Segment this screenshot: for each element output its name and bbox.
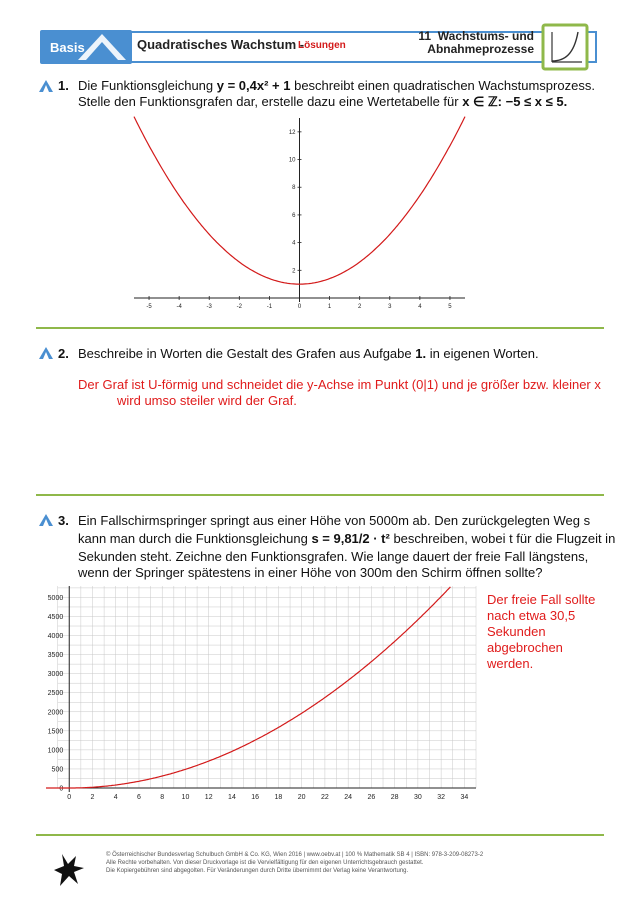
task3-line1: Ein Fallschirmspringer springt aus einer Höhe von 5000m ab. Den zurückgelegten Weg s [78,513,591,528]
task2-answer-line2: wird umso steiler wird der Graf. [117,393,297,408]
task3-line2-pre: kann man durch die Funktionsgleichung [78,531,312,546]
y-tick-label: 10 [288,157,296,164]
y-tick-label: 12 [288,129,296,136]
x-tick-label: -2 [236,304,242,310]
x-tick-label: 16 [251,794,260,801]
task1-line2-pre: Stelle den Funktionsgrafen dar, erstelle dazu eine Wertetabelle für [78,94,463,109]
y-tick-label: 2 [292,268,296,275]
task3-answer-line: Sekunden [487,624,546,639]
x-tick-label: 28 [390,794,399,801]
y-tick-label: 2000 [47,709,64,717]
x-tick-label: 0 [297,304,302,310]
free-fall-chart [36,582,478,806]
difficulty-triangle-icon [38,79,54,93]
y-tick-label: 0 [59,785,64,793]
x-tick-label: -5 [146,304,152,310]
footer-line1: © Österreichischer Bundesverlag Schulbuch GmbH & Co. KG, Wien 2016 | www.oebv.at | 100 % Mathematik SB 4 | ISBN: 978-3-209-08273-2 [106,852,484,858]
task1-line1-post: beschreibt einen quadratischen Wachstumsprozess. [290,78,595,93]
difficulty-triangle-icon [38,513,54,527]
x-tick-label: 2 [90,794,95,801]
y-tick-label: 4 [292,240,296,247]
x-tick-label: 24 [344,794,353,801]
y-tick-label: 500 [51,766,64,774]
separator-3 [36,834,604,836]
task1-domain: x ∈ ℤ: −5 ≤ x ≤ 5. [462,94,568,109]
task3-number: 3. [58,513,69,528]
basis-label: Basis [50,40,85,55]
x-tick-label: -4 [176,304,182,310]
x-tick-label: 4 [113,794,118,801]
x-tick-label: 2 [358,304,362,310]
x-tick-label: 34 [460,794,469,801]
chapter-title [406,30,534,56]
difficulty-triangle-icon [38,346,54,360]
task1-number: 1. [58,78,69,93]
x-tick-label: 8 [160,794,165,801]
y-tick-label: 1000 [47,747,64,755]
x-tick-label: 10 [181,794,190,801]
y-tick-label: 2500 [47,690,64,698]
x-tick-label: 30 [413,794,422,801]
y-tick-label: 4000 [47,633,64,641]
task3-line4: wenn der Springer spätestens in einer Höhe von 300m den Schirm öffnen sollte? [78,565,543,580]
task3-answer-line: abgebrochen [487,640,563,655]
x-tick-label: -1 [266,304,273,310]
y-tick-label: 3000 [47,671,64,679]
x-tick-label: 6 [137,794,141,801]
y-tick-label: 3500 [47,652,64,660]
publisher-logo-icon [52,852,86,888]
x-tick-label: 0 [67,794,72,801]
x-tick-label: 14 [228,794,236,801]
task3-answer-line: werden. [487,656,534,671]
separator-2 [36,494,604,496]
footer-line2: Alle Rechte vorbehalten. Von dieser Druckvorlage ist die Vervielfältigung für den eigenen Unterrichtsgebrauch gestattet. [106,860,424,866]
task2-answer [78,377,618,409]
task3-equation: s = 9,81/2 · t² [311,531,390,546]
chapter-title-line1: Wachstums- und [437,29,534,43]
x-tick-label: 32 [437,794,446,801]
task1-line1-pre: Die Funktionsgleichung [78,78,217,93]
chapter-number: 11 [418,29,432,43]
footer-line3: Die Kopiergebühren sind abgegolten. Für Veränderungen durch Dritte übernimmt der Verlag keine Verantwortung. [106,868,409,874]
x-tick-label: 26 [367,794,376,801]
task3-line3: Sekunden steht. Zeichne den Funktionsgrafen. Wie lange dauert der freie Fall längstens, [78,549,589,564]
chapter-graph-icon [540,22,592,72]
task2-number: 2. [58,346,69,361]
task3-answer-line: Der freie Fall sollte [487,592,596,607]
x-tick-label: 12 [204,794,213,801]
parabola-chart [120,112,475,318]
y-tick-label: 4500 [47,613,64,621]
x-tick-label: 3 [388,304,392,310]
x-tick-label: 1 [327,304,332,310]
task3-answer [487,592,627,672]
separator-1 [36,327,604,329]
y-tick-label: 6 [292,212,296,219]
x-tick-label: 20 [297,794,306,801]
task3-answer-line: nach etwa 30,5 [487,608,576,623]
x-tick-label: -3 [206,304,212,310]
y-tick-label: 5000 [47,594,64,602]
x-tick-label: 18 [274,794,283,801]
x-tick-label: 4 [418,304,422,310]
task2-text [78,346,539,362]
x-tick-label: 22 [321,794,329,801]
footer-copyright [106,851,566,875]
task3-line2-post: beschreiben, wobei t für die Flugzeit in [389,531,616,546]
free-fall-curve [46,587,450,788]
solutions-label: Lösungen [298,40,346,51]
task3-text [78,513,618,581]
page-title: Quadratisches Wachstum - [137,37,305,52]
chapter-title-line2: Abnahmeprozesse [427,42,534,56]
task1-equation: y = 0,4x² + 1 [216,78,291,93]
task2-answer-line1: Der Graf ist U-förmig und schneidet die y-Achse im Punkt (0|1) und je größer bzw. kleiner x [78,377,601,392]
y-tick-label: 8 [292,185,296,192]
y-tick-label: 1500 [47,728,64,736]
task1-text [78,78,618,110]
task2-text-post: in eigenen Worten. [426,346,539,361]
task2-text-pre: Beschreibe in Worten die Gestalt des Grafen aus Aufgabe [78,346,416,361]
x-tick-label: 5 [448,304,452,310]
task2-ref: 1. [415,346,427,361]
